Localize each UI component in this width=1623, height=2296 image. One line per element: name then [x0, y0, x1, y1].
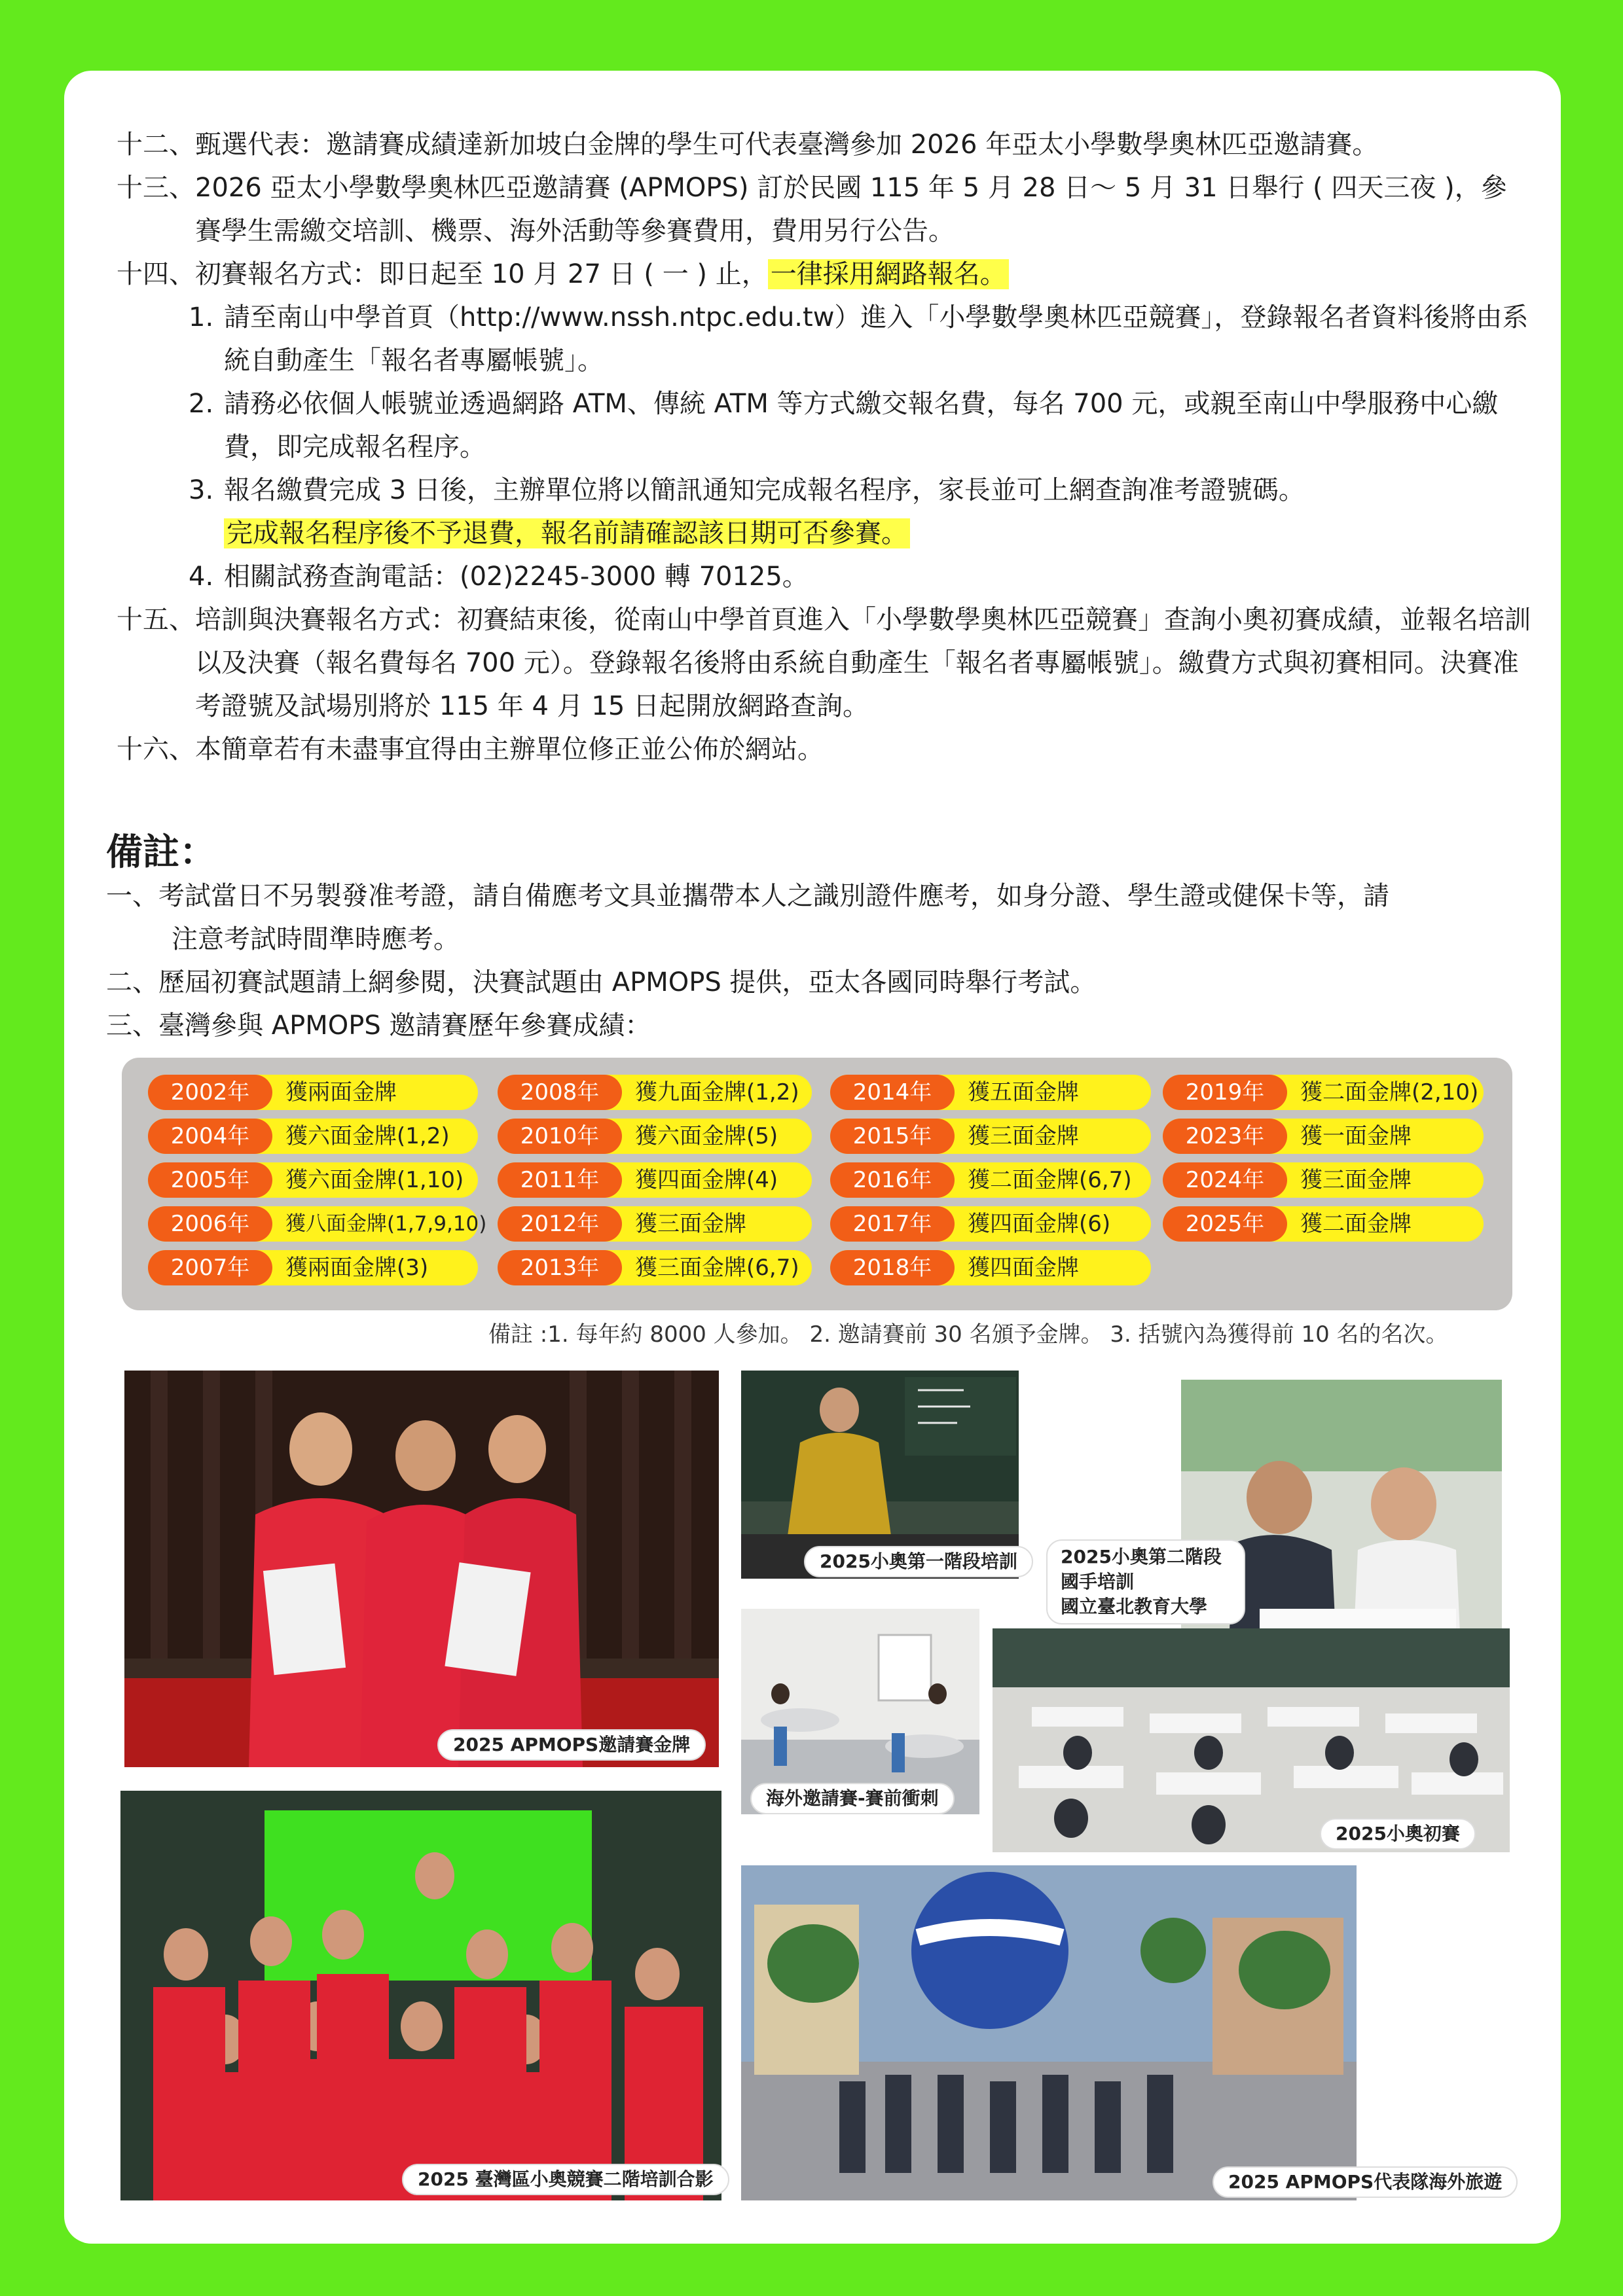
medal-text: 獲三面金牌(6,7): [635, 1255, 799, 1281]
results-column-2: [498, 1075, 812, 1294]
group-photo-image: [120, 1791, 721, 2200]
rule-16: 十六、 本簡章若有未盡事宜得由主辦單位修正並公佈於網站。: [117, 734, 824, 764]
year-badge: 2017年: [830, 1206, 955, 1242]
photo-group: [120, 1791, 721, 2200]
result-row: [148, 1250, 478, 1285]
year-badge: 2010年: [498, 1119, 622, 1154]
rule-14-item-1: 1. 請至南山中學首頁（http://www.nssh.ntpc.edu.tw）進入「小學數學奧林匹亞競賽」，登錄報名者資料後將由系統自動產生「報名者專屬帳號」。: [189, 302, 1529, 376]
results-panel: [122, 1058, 1512, 1310]
result-row: [498, 1075, 812, 1110]
year-badge: 2015年: [830, 1119, 955, 1154]
medal-text: 獲二面金牌: [1300, 1211, 1412, 1237]
result-row: [498, 1119, 812, 1154]
year-badge: 2004年: [148, 1119, 272, 1154]
result-row: [830, 1250, 1151, 1285]
content-sheet: [64, 71, 1561, 2244]
rules-section: [117, 123, 1531, 771]
medal-text: 獲九面金牌(1,2): [635, 1079, 799, 1105]
refund-warning: 完成報名程序後不予退費，報名前請確認該日期可否參賽。: [224, 512, 1531, 555]
medal-text: 獲五面金牌: [968, 1079, 1079, 1105]
photo-preliminary-exam: [993, 1628, 1510, 1852]
medal-text: 獲三面金牌: [635, 1211, 746, 1237]
year-badge: 2012年: [498, 1206, 622, 1242]
result-row: [498, 1250, 812, 1285]
medal-text: 獲八面金牌(1,7,9,10): [285, 1212, 487, 1236]
photo-gold-medal: [124, 1371, 719, 1767]
result-row: [1163, 1075, 1484, 1110]
rule-14-item-4: 4. 相關試務查詢電話：(02)2245-3000 轉 70125。: [189, 562, 809, 592]
photo-overseas-sprint: [741, 1609, 979, 1814]
result-row: [148, 1206, 487, 1242]
year-badge: 2023年: [1163, 1119, 1287, 1154]
results-column-3: [830, 1075, 1151, 1294]
year-badge: 2013年: [498, 1250, 622, 1285]
medal-text: 獲四面金牌(6): [968, 1211, 1111, 1237]
gold-medal-photo-image: [124, 1371, 719, 1767]
year-badge: 2005年: [148, 1162, 272, 1198]
medal-text: 獲四面金牌: [968, 1255, 1079, 1281]
medal-text: 獲四面金牌(4): [635, 1167, 778, 1193]
caption-stage1-training: 2025小奧第一階段培訓: [804, 1546, 1033, 1577]
caption-preliminary-exam: 2025小奧初賽: [1320, 1818, 1476, 1850]
medal-text: 獲六面金牌(1,10): [285, 1167, 464, 1193]
result-row: [830, 1206, 1151, 1242]
rule-13: 十三、 2026 亞太小學數學奧林匹亞邀請賽 (APMOPS) 訂於民國 115 年 5 月 28 日～ 5 月 31 日舉行 ( 四天三夜 )，參賽學生需繳交培訓、機票、海外活動等參賽費用，費用另行公告。: [117, 173, 1507, 246]
year-badge: 2025年: [1163, 1206, 1287, 1242]
note-1: 一、 考試當日不另製發准考證，請自備應考文具並攜帶本人之識別證件應考，如身分證、學生證或健保卡等，請: [106, 881, 1389, 911]
result-row: [148, 1075, 478, 1110]
result-row: [148, 1162, 478, 1198]
result-row: [830, 1119, 1151, 1154]
photo-stage1-training: [741, 1371, 1019, 1579]
note-1-continued: 注意考試時間準時應考。: [172, 924, 460, 954]
result-row: [1163, 1119, 1484, 1154]
year-badge: 2011年: [498, 1162, 622, 1198]
result-row: [1163, 1206, 1484, 1242]
medal-text: 獲六面金牌(5): [635, 1123, 778, 1149]
year-badge: 2006年: [148, 1206, 272, 1242]
rule-15: 十五、 培訓與決賽報名方式：初賽結束後，從南山中學首頁進入「小學數學奧林匹亞競賽」查詢小奧初賽成績，並報名培訓以及決賽（報名費每名 700 元）。登錄報名後將由系統自動產生「報名者專屬帳號」。繳費方式與初賽相同。決賽准考證號及試場別將於 115 年 4 月 15 日起開放網路查詢。: [117, 605, 1531, 721]
medal-text: 獲二面金牌(2,10): [1300, 1079, 1479, 1105]
note-2: 二、 歷屆初賽試題請上網參閱，決賽試題由 APMOPS 提供，亞太各國同時舉行考試。: [106, 967, 1097, 997]
medal-text: 獲六面金牌(1,2): [285, 1123, 450, 1149]
notes-title: 備註：: [106, 831, 216, 874]
medal-text: 獲一面金牌: [1300, 1123, 1412, 1149]
result-row: [1163, 1162, 1484, 1198]
medal-text: 獲兩面金牌: [285, 1079, 397, 1105]
year-badge: 2016年: [830, 1162, 955, 1198]
caption-stage2-training: 2025小奧第二階段國手培訓 國立臺北教育大學: [1046, 1539, 1245, 1624]
results-footnote: 備註 :1. 每年約 8000 人參加。 2. 邀請賽前 30 名頒予金牌。 3. 括號內為獲得前 10 名的名次。: [488, 1321, 1448, 1348]
result-row: [498, 1206, 812, 1242]
result-row: [498, 1162, 812, 1198]
caption-gold-medal: 2025 APMOPS邀請賽金牌: [437, 1729, 706, 1761]
notes-section: [106, 874, 1520, 1047]
medal-text: 獲三面金牌: [968, 1123, 1079, 1149]
result-row: [830, 1162, 1151, 1198]
online-only-highlight: 一律採用網路報名。: [768, 259, 1009, 289]
result-row: [148, 1119, 478, 1154]
photo-overseas-trip: [741, 1865, 1503, 2200]
results-column-1: [148, 1075, 487, 1294]
rule-14: 十四、 初賽報名方式：即日起至 10 月 27 日 ( 一 ) 止， 一律採用網路報名。: [117, 253, 1531, 296]
medal-text: 獲二面金牌(6,7): [968, 1167, 1132, 1193]
result-row: [830, 1075, 1151, 1110]
rule-14-item-3: 3. 報名繳費完成 3 日後，主辦單位將以簡訊通知完成報名程序，家長並可上網查詢准考證號碼。: [189, 475, 1305, 505]
trip-photo-image: [741, 1865, 1357, 2200]
year-badge: 2014年: [830, 1075, 955, 1110]
caption-overseas-trip: 2025 APMOPS代表隊海外旅遊: [1213, 2166, 1518, 2198]
caption-group-photo: 2025 臺灣區小奧競賽二階培訓合影: [402, 2164, 729, 2195]
year-badge: 2018年: [830, 1250, 955, 1285]
year-badge: 2008年: [498, 1075, 622, 1110]
note-3: 三、 臺灣參與 APMOPS 邀請賽歷年參賽成績：: [106, 1011, 651, 1041]
rule-12: 十二、 甄選代表：邀請賽成績達新加坡白金牌的學生可代表臺灣參加 2026 年亞太小學數學奧林匹亞邀請賽。: [117, 130, 1379, 160]
year-badge: 2019年: [1163, 1075, 1287, 1110]
results-column-4: [1163, 1075, 1484, 1250]
medal-text: 獲兩面金牌(3): [285, 1255, 429, 1281]
year-badge: 2007年: [148, 1250, 272, 1285]
caption-overseas-sprint: 海外邀請賽-賽前衝刺: [750, 1783, 955, 1814]
year-badge: 2024年: [1163, 1162, 1287, 1198]
rule-14-item-2: 2. 請務必依個人帳號並透過網路 ATM、傳統 ATM 等方式繳交報名費，每名 700 元，或親至南山中學服務中心繳費，即完成報名程序。: [189, 389, 1499, 462]
year-badge: 2002年: [148, 1075, 272, 1110]
medal-text: 獲三面金牌: [1300, 1167, 1412, 1193]
